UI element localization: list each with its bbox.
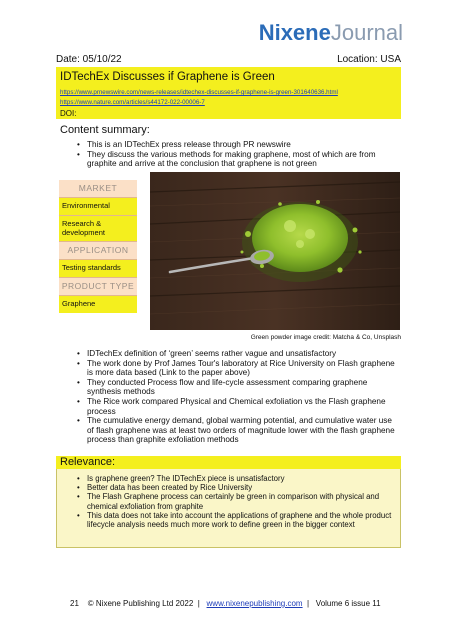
application-value: Testing standards xyxy=(59,260,137,278)
footer-separator: | xyxy=(307,599,310,608)
date-label: Date: 05/10/22 xyxy=(56,54,122,65)
list-item: • They conducted Process flow and life-cycle assessment comparing graphene synthesis methods xyxy=(75,378,395,397)
green-powder-illustration xyxy=(150,172,400,330)
list-item: • Is graphene green? The IDTechEx piece is unsatisfactory xyxy=(75,474,395,483)
location-label: Location: USA xyxy=(337,54,401,65)
logo-name-main: Nixene xyxy=(258,20,331,45)
green-powder-photo xyxy=(150,172,400,330)
product-type-label: PRODUCT TYPE xyxy=(59,278,137,296)
market-value: Environmental xyxy=(59,198,137,216)
market-value: Research & development xyxy=(59,216,137,242)
volume-label: Volume 6 issue 11 xyxy=(315,599,381,608)
product-type-value: Graphene xyxy=(62,299,96,308)
summary-list xyxy=(75,140,395,169)
list-item: • The work done by Prof James Tour's laboratory at Rice University on Flash graphene is more data based (Link to the paper above) xyxy=(75,359,395,378)
footer-separator: | xyxy=(197,599,200,608)
header-bar xyxy=(56,54,401,68)
list-item: • IDTechEx definition of ‘green’ seems rather vague and unsatisfactory xyxy=(75,349,395,359)
category-sidebar xyxy=(59,180,137,313)
prnewswire-link[interactable]: https://www.prnewswire.com/news-releases/idtechex-discusses-if-graphene-is-green-301640636.html xyxy=(60,89,338,96)
nixene-journal-logo xyxy=(259,22,403,44)
website-link[interactable]: www.nixenepublishing.com xyxy=(206,599,303,608)
image-caption: Green powder image credit: Matcha & Co, Unsplash xyxy=(250,334,401,341)
page-number: 21 xyxy=(70,599,79,608)
logo-name-sub: Journal xyxy=(330,20,403,45)
relevance-heading: Relevance: xyxy=(56,456,401,469)
list-item: • The Rice work compared Physical and Chemical exfoliation vs the Flash graphene process xyxy=(75,397,395,416)
list-item: • They discuss the various methods for making graphene, most of which are from graphite and arrive at the conclusion that graphene is not green xyxy=(75,150,395,169)
article-title-box xyxy=(56,67,401,119)
article-title: IDTechEx Discusses if Graphene is Green xyxy=(60,71,275,83)
relevance-list xyxy=(75,474,395,529)
nature-link[interactable]: https://www.nature.com/articles/s44172-022-00006-7 xyxy=(60,99,205,106)
application-label: APPLICATION xyxy=(59,242,137,260)
list-item: • The Flash Graphene process can certainly be green in comparison with physical and chemical exfoliation from graphite xyxy=(75,492,395,510)
copyright-text: © Nixene Publishing Ltd 2022 xyxy=(87,599,194,608)
page-footer xyxy=(70,599,381,608)
list-item: • This is an IDTechEx press release through PR newswire xyxy=(75,140,395,150)
list-item: • The cumulative energy demand, global warming potential, and cumulative water use of flash graphene was at least two orders of magnitude lower with the flash graphene process than graphite exfoliation methods xyxy=(75,416,395,445)
doi-label: DOI: xyxy=(60,109,77,118)
market-label: MARKET xyxy=(59,180,137,198)
list-item: • Better data has been created by Rice University xyxy=(75,483,395,492)
content-summary-heading: Content summary: xyxy=(60,124,150,136)
list-item: • This data does not take into account the applications of graphene and the whole product lifecycle analysis needs much more work to define green in the bigger context xyxy=(75,511,395,529)
findings-list xyxy=(75,349,395,445)
